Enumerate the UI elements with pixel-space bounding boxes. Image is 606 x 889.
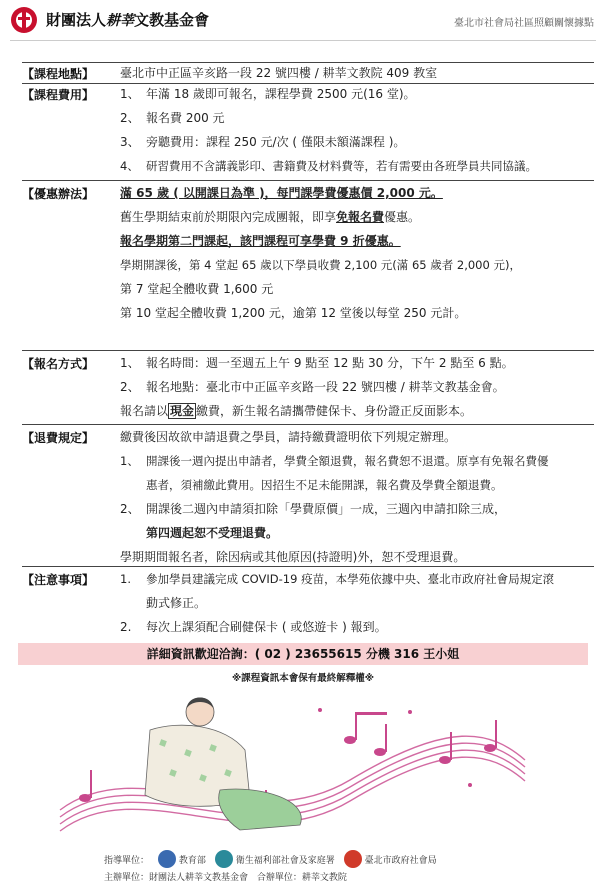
section-refund — [22, 424, 594, 564]
fee-item: 1、 年滿 18 歲即可報名，課程學費 2500 元(16 堂)。 — [120, 87, 416, 101]
singer-music-illustration — [50, 690, 530, 840]
refund-rule-2: 2、 開課後二週內申請須扣除「學費原價」一成，三週內申請扣除三成， — [120, 502, 507, 516]
mohw-logo-icon — [215, 850, 233, 868]
taipei-social-logo-icon — [344, 850, 362, 868]
label-refund: 【退費規定】 — [22, 431, 95, 445]
label-registration: 【報名方式】 — [22, 357, 95, 371]
discount-second-course: 報名學期第二門課起，該門課程可享學費 9 折優惠。 — [120, 234, 401, 248]
discount-late-7: 第 7 堂起全體收費 1,600 元 — [120, 282, 274, 296]
location-text: 臺北市中正區辛亥路一段 22 號四樓 / 耕莘文教院 409 教室 — [120, 66, 438, 80]
note-covid-cont: 動式修正。 — [146, 596, 207, 610]
section-discount — [22, 180, 594, 341]
refund-closing: 學期期間報名者，除因病或其他原因(持證明)外，恕不受理退費。 — [120, 550, 466, 564]
refund-rule-1-cont: 惠者，須補繳此費用。因招生不足未能開課，報名費及學費全額退費。 — [146, 478, 503, 492]
foundation-logo-icon — [10, 6, 38, 34]
section-notes — [22, 566, 594, 637]
registration-payment: 報名請以 現金 繳費，新生報名請攜帶健保卡、身份證正反面影本。 — [120, 404, 473, 418]
refund-rule-1: 1、 開課後一週內提出申請者，學費全額退費，報名費恕不退還。原享有免報名費優 — [120, 454, 549, 468]
moe-logo-icon — [158, 850, 176, 868]
label-location: 【課程地點】 — [22, 67, 95, 81]
header-divider — [10, 40, 596, 41]
refund-rule-2-cont: 第四週起恕不受理退費。 — [146, 526, 279, 540]
registration-place: 2、 報名地點：臺北市中正區辛亥路一段 22 號四樓 / 耕莘文教基金會。 — [120, 380, 505, 394]
disclaimer-note: ※課程資訊本會保有最終解釋權※ — [232, 673, 374, 684]
discount-late-4: 學期開課後，第 4 堂起 65 歲以下學員收費 2,100 元(滿 65 歲者 2,000 元)， — [120, 258, 521, 272]
org-name: 財團法人耕莘文教基金會 — [46, 11, 210, 29]
refund-intro: 繳費後因故欲申請退費之學員，請持繳費證明依下列規定辦理。 — [120, 430, 457, 444]
label-fees: 【課程費用】 — [22, 88, 95, 102]
contact-bar: 詳細資訊歡迎洽詢：( 02 ) 23655615 分機 316 王小姐 — [18, 643, 588, 665]
fee-item: 4、 研習費用不含講義影印、書籍費及材料費等，若有需要由各班學員共同協議。 — [120, 159, 537, 173]
fee-item: 2、 報名費 200 元 — [120, 111, 225, 125]
section-fees — [22, 84, 594, 174]
note-covid: 1. 參加學員建議完成 COVID-19 疫苗，本學苑依據中央、臺北市政府社會局規定滾 — [120, 572, 555, 586]
footer-guide: 指導單位： 教育部 衛生福利部社會及家庭署 臺北市政府社會局 — [104, 850, 443, 868]
label-notes: 【注意事項】 — [22, 573, 95, 587]
label-discount: 【優惠辦法】 — [22, 187, 95, 201]
discount-late-10: 第 10 堂起全體收費 1,200 元，逾第 12 堂後以每堂 250 元計。 — [120, 306, 467, 320]
discount-group: 舊生學期結束前於期限內完成團報，即享免報名費優惠。 — [120, 210, 421, 224]
note-checkin: 2. 每次上課須配合刷健保卡 ( 或悠遊卡 ) 報到。 — [120, 620, 387, 634]
header — [0, 0, 606, 40]
footer-host: 主辦單位：財團法人耕莘文教基金會 合辦單位：耕莘文教院 — [104, 873, 347, 883]
discount-senior: 滿 65 歲 ( 以開課日為準 )，每門課學費優惠價 2,000 元。 — [120, 186, 443, 200]
section-location — [22, 62, 594, 84]
fee-item: 3、 旁聽費用：課程 250 元/次 ( 僅限未額滿課程 )。 — [120, 135, 406, 149]
header-subtitle: 臺北市社會局社區照顧關懷據點 — [454, 18, 594, 29]
registration-time: 1、 報名時間：週一至週五上午 9 點至 12 點 30 分，下午 2 點至 6 點。 — [120, 356, 514, 370]
section-registration — [22, 350, 594, 423]
